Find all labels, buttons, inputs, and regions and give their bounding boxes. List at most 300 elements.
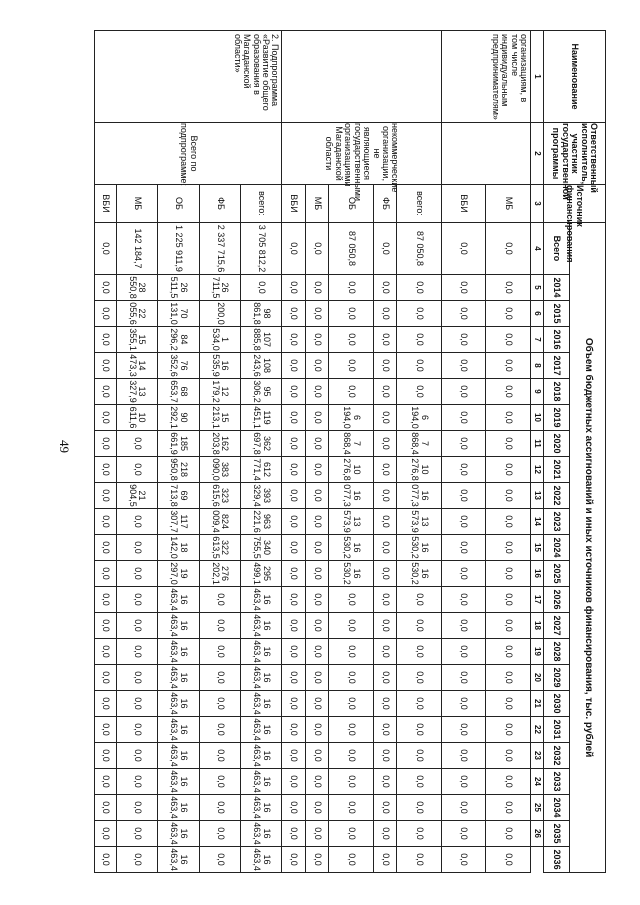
year-value: 7 868,4 [329, 431, 374, 457]
column-index: 20 [531, 665, 544, 691]
year-header: 2029 [544, 665, 570, 691]
year-value: 21 904,5 [116, 483, 157, 509]
year-value: 0,0 [441, 743, 486, 769]
table-row [486, 31, 531, 873]
year-value: 0,0 [441, 327, 486, 353]
year-value: 0,0 [441, 535, 486, 561]
year-value: 0,0 [397, 665, 442, 691]
year-value: 0,0 [486, 587, 531, 613]
column-index: 2 [531, 123, 544, 185]
column-index: 5 [531, 275, 544, 301]
year-value: 0,0 [397, 717, 442, 743]
year-value: 0,0 [305, 327, 328, 353]
year-header: 2021 [544, 457, 570, 483]
year-value: 16 463,4 [158, 691, 199, 717]
year-value: 0,0 [305, 795, 328, 821]
row-executor: Всего по подпрограмме: [95, 123, 283, 185]
year-value: 0,0 [95, 561, 117, 587]
row-name: организациям, в том числе индивидуальным предпринимателям» [441, 31, 530, 123]
year-value: 16 463,4 [158, 613, 199, 639]
year-value: 0,0 [95, 717, 117, 743]
year-value: 0,0 [397, 691, 442, 717]
row-name [282, 31, 441, 123]
column-index: 17 [531, 587, 544, 613]
year-header: 2032 [544, 743, 570, 769]
year-value: 16 463,4 [241, 795, 282, 821]
funding-source: ФБ [373, 185, 396, 223]
year-header: 2028 [544, 639, 570, 665]
year-value: 0,0 [486, 821, 531, 847]
year-value: 10 611,6 [116, 405, 157, 431]
column-index: 8 [531, 353, 544, 379]
year-value: 16 463,4 [158, 847, 199, 873]
year-value: 0,0 [329, 795, 374, 821]
year-value: 16 463,4 [158, 717, 199, 743]
year-value: 0,0 [116, 535, 157, 561]
budget-table [94, 30, 606, 873]
year-value: 0,0 [282, 587, 305, 613]
year-value: 16 530,2 [329, 535, 374, 561]
year-value: 323 615,6 [199, 483, 240, 509]
year-header: 2025 [544, 561, 570, 587]
year-value: 84 296,2 [158, 327, 199, 353]
year-value: 0,0 [282, 847, 305, 873]
year-value: 0,0 [486, 717, 531, 743]
column-index: 12 [531, 457, 544, 483]
year-value: 0,0 [95, 327, 117, 353]
year-value: 0,0 [397, 587, 442, 613]
year-value: 0,0 [116, 847, 157, 873]
year-value: 0,0 [486, 509, 531, 535]
year-header: 2018 [544, 379, 570, 405]
row-total: 87 050,8 [397, 223, 442, 275]
year-value: 0,0 [441, 639, 486, 665]
year-value: 340 755,5 [241, 535, 282, 561]
year-header: 2034 [544, 795, 570, 821]
year-value: 0,0 [282, 327, 305, 353]
year-value: 0,0 [486, 379, 531, 405]
year-value: 119 451,1 [241, 405, 282, 431]
funding-source: ВБИ [282, 185, 305, 223]
year-value: 0,0 [486, 691, 531, 717]
year-value: 0,0 [397, 743, 442, 769]
year-value: 0,0 [95, 821, 117, 847]
funding-source: ФБ [199, 185, 240, 223]
year-value: 16 530,2 [397, 561, 442, 587]
year-value: 0,0 [329, 665, 374, 691]
year-value: 26 711,5 [199, 275, 240, 301]
year-value: 69 713,8 [158, 483, 199, 509]
year-value: 276 202,1 [199, 561, 240, 587]
year-value: 0,0 [305, 743, 328, 769]
row-total: 3 705 812,2 [241, 223, 282, 275]
year-value: 0,0 [95, 639, 117, 665]
year-value: 0,0 [282, 379, 305, 405]
year-value: 0,0 [486, 301, 531, 327]
year-value: 10 276,8 [329, 457, 374, 483]
year-value: 0,0 [116, 509, 157, 535]
column-index: 13 [531, 483, 544, 509]
column-index: 7 [531, 327, 544, 353]
year-value: 98 861,8 [241, 301, 282, 327]
year-value: 0,0 [486, 847, 531, 873]
year-value: 393 329,4 [241, 483, 282, 509]
year-value: 16 463,4 [241, 717, 282, 743]
year-value: 0,0 [373, 561, 396, 587]
year-value: 0,0 [373, 665, 396, 691]
year-value: 0,0 [282, 769, 305, 795]
year-value: 0,0 [441, 691, 486, 717]
year-value: 16 463,4 [158, 587, 199, 613]
year-value: 0,0 [305, 691, 328, 717]
year-value: 0,0 [116, 717, 157, 743]
index-row [531, 31, 544, 873]
year-value: 0,0 [282, 639, 305, 665]
year-value: 0,0 [441, 769, 486, 795]
year-value: 200,0 [199, 301, 240, 327]
year-value: 16 463,4 [158, 665, 199, 691]
year-value: 0,0 [95, 301, 117, 327]
page-number: 49 [57, 440, 72, 453]
year-value: 12 179,2 [199, 379, 240, 405]
year-value: 13 573,9 [329, 509, 374, 535]
funding-source: всего: [241, 185, 282, 223]
year-value: 185 661,9 [158, 431, 199, 457]
year-value: 0,0 [373, 821, 396, 847]
year-value: 0,0 [441, 379, 486, 405]
year-header: 2017 [544, 353, 570, 379]
year-value: 0,0 [329, 301, 374, 327]
year-value: 14 473,3 [116, 353, 157, 379]
year-value: 0,0 [116, 665, 157, 691]
year-value: 0,0 [486, 535, 531, 561]
row-executor [441, 123, 530, 185]
year-value: 0,0 [373, 587, 396, 613]
year-value: 0,0 [373, 457, 396, 483]
year-value: 0,0 [441, 665, 486, 691]
year-value: 0,0 [305, 431, 328, 457]
year-value: 0,0 [441, 587, 486, 613]
column-index: 15 [531, 535, 544, 561]
year-value: 0,0 [397, 847, 442, 873]
year-value: 0,0 [441, 847, 486, 873]
year-value: 0,0 [95, 691, 117, 717]
year-value: 0,0 [486, 327, 531, 353]
year-value: 0,0 [305, 509, 328, 535]
year-value: 0,0 [486, 613, 531, 639]
year-value: 0,0 [441, 561, 486, 587]
funding-source: МБ [486, 185, 531, 223]
year-header: 2027 [544, 613, 570, 639]
year-value: 0,0 [373, 379, 396, 405]
year-value: 0,0 [199, 691, 240, 717]
year-header: 2033 [544, 769, 570, 795]
year-header: 2031 [544, 717, 570, 743]
year-value: 0,0 [486, 639, 531, 665]
year-value: 0,0 [397, 795, 442, 821]
year-value: 22 055,6 [116, 301, 157, 327]
year-value: 0,0 [305, 405, 328, 431]
year-value: 16 463,4 [158, 639, 199, 665]
rotated-budget-table [94, 30, 606, 872]
year-value: 108 243,6 [241, 353, 282, 379]
year-value: 0,0 [486, 431, 531, 457]
year-value: 0,0 [116, 457, 157, 483]
funding-source: ВБИ [95, 185, 117, 223]
year-value: 0,0 [305, 847, 328, 873]
funding-source: всего: [397, 185, 442, 223]
year-value: 76 352,6 [158, 353, 199, 379]
year-value: 16 463,4 [241, 639, 282, 665]
year-value: 107 885,8 [241, 327, 282, 353]
year-value: 218 950,8 [158, 457, 199, 483]
year-value: 0,0 [282, 301, 305, 327]
year-value: 0,0 [282, 275, 305, 301]
year-header: 2026 [544, 587, 570, 613]
column-index: 19 [531, 639, 544, 665]
column-index: 1 [531, 31, 544, 123]
year-value: 0,0 [199, 795, 240, 821]
row-total: 0,0 [95, 223, 117, 275]
year-value: 0,0 [373, 613, 396, 639]
year-value: 16 463,4 [241, 691, 282, 717]
year-value: 0,0 [95, 613, 117, 639]
year-value: 0,0 [199, 821, 240, 847]
year-value: 0,0 [305, 613, 328, 639]
year-value: 0,0 [373, 847, 396, 873]
year-value: 0,0 [329, 821, 374, 847]
year-value: 0,0 [282, 613, 305, 639]
year-value: 0,0 [486, 665, 531, 691]
year-value: 16 463,4 [241, 821, 282, 847]
year-value: 0,0 [305, 535, 328, 561]
row-total: 0,0 [305, 223, 328, 275]
year-value: 0,0 [486, 769, 531, 795]
year-value: 162 203,8 [199, 431, 240, 457]
year-value: 0,0 [95, 483, 117, 509]
year-value: 0,0 [441, 431, 486, 457]
year-value: 0,0 [397, 301, 442, 327]
year-value: 16 463,4 [241, 665, 282, 691]
year-value: 26 511,5 [158, 275, 199, 301]
year-value: 0,0 [95, 379, 117, 405]
year-value: 0,0 [373, 327, 396, 353]
year-value: 16 463,4 [241, 847, 282, 873]
year-value: 0,0 [199, 613, 240, 639]
year-value: 0,0 [441, 613, 486, 639]
year-value: 0,0 [116, 587, 157, 613]
year-value: 0,0 [441, 405, 486, 431]
year-value: 0,0 [441, 795, 486, 821]
year-value: 28 550,8 [116, 275, 157, 301]
column-index: 16 [531, 561, 544, 587]
year-value: 0,0 [282, 717, 305, 743]
year-value: 0,0 [305, 587, 328, 613]
year-value: 16 530,2 [329, 561, 374, 587]
row-total: 0,0 [282, 223, 305, 275]
column-index: 4 [531, 223, 544, 275]
year-value: 0,0 [282, 509, 305, 535]
column-index: 25 [531, 795, 544, 821]
row-name: 2. Подпрограмма «Развитие общего образования в Магаданской области» [95, 31, 283, 123]
header-name: Наименование [544, 31, 606, 123]
row-total: 2 337 715,6 [199, 223, 240, 275]
year-value: 0,0 [305, 639, 328, 665]
year-value: 16 535,9 [199, 353, 240, 379]
year-value: 0,0 [329, 717, 374, 743]
column-index: 9 [531, 379, 544, 405]
year-value: 0,0 [373, 717, 396, 743]
row-total: 0,0 [373, 223, 396, 275]
year-value: 0,0 [397, 639, 442, 665]
year-value: 963 221,6 [241, 509, 282, 535]
year-value: 0,0 [329, 275, 374, 301]
year-value: 0,0 [95, 509, 117, 535]
year-value: 0,0 [116, 821, 157, 847]
funding-caption: Объем бюджетных ассигнований и иных источников финансирования, тыс. рублей [570, 223, 606, 873]
year-value: 0,0 [305, 379, 328, 405]
year-value: 0,0 [486, 561, 531, 587]
year-value: 0,0 [329, 613, 374, 639]
year-value: 10 276,8 [397, 457, 442, 483]
year-value: 1 534,0 [199, 327, 240, 353]
year-header: 2016 [544, 327, 570, 353]
funding-source: ВБИ [441, 185, 486, 223]
year-value: 824 009,4 [199, 509, 240, 535]
year-value: 0,0 [241, 275, 282, 301]
year-value: 0,0 [282, 691, 305, 717]
year-value: 0,0 [305, 275, 328, 301]
year-value: 0,0 [397, 821, 442, 847]
year-value: 16 463,4 [241, 587, 282, 613]
year-value: 0,0 [441, 717, 486, 743]
year-value: 0,0 [95, 769, 117, 795]
year-value: 0,0 [116, 795, 157, 821]
year-value: 0,0 [329, 379, 374, 405]
year-value: 0,0 [305, 353, 328, 379]
year-value: 6 194,0 [329, 405, 374, 431]
year-value: 0,0 [373, 535, 396, 561]
year-value: 0,0 [199, 847, 240, 873]
year-value: 0,0 [373, 405, 396, 431]
year-value: 68 653,7 [158, 379, 199, 405]
year-value: 0,0 [397, 327, 442, 353]
header-row [570, 31, 606, 873]
row-executor: некоммерческие организации, не являющиеся государственными организациями Магаданской области [282, 123, 441, 185]
year-value: 0,0 [199, 769, 240, 795]
year-value: 0,0 [305, 717, 328, 743]
year-value: 0,0 [199, 743, 240, 769]
year-value: 18 142,0 [158, 535, 199, 561]
year-value: 295 499,1 [241, 561, 282, 587]
year-value: 16 077,3 [329, 483, 374, 509]
column-index: 23 [531, 743, 544, 769]
year-value: 0,0 [486, 275, 531, 301]
year-value: 90 292,1 [158, 405, 199, 431]
year-value: 0,0 [486, 483, 531, 509]
year-value: 19 297,0 [158, 561, 199, 587]
year-value: 0,0 [282, 431, 305, 457]
year-value: 0,0 [282, 405, 305, 431]
year-value: 0,0 [199, 717, 240, 743]
year-value: 117 307,7 [158, 509, 199, 535]
year-value: 0,0 [441, 457, 486, 483]
year-value: 0,0 [373, 639, 396, 665]
year-value: 0,0 [95, 743, 117, 769]
year-value: 0,0 [305, 665, 328, 691]
funding-source: ОБ [329, 185, 374, 223]
year-value: 0,0 [305, 457, 328, 483]
column-index: 14 [531, 509, 544, 535]
funding-source: МБ [116, 185, 157, 223]
column-index: 21 [531, 691, 544, 717]
year-value: 0,0 [282, 457, 305, 483]
year-value: 16 463,4 [241, 613, 282, 639]
year-value: 0,0 [486, 353, 531, 379]
year-value: 0,0 [116, 431, 157, 457]
year-value: 15 213,1 [199, 405, 240, 431]
year-value: 0,0 [282, 483, 305, 509]
year-value: 0,0 [373, 353, 396, 379]
year-header: 2015 [544, 301, 570, 327]
year-header: 2023 [544, 509, 570, 535]
year-value: 0,0 [116, 691, 157, 717]
year-value: 0,0 [441, 353, 486, 379]
column-index: 11 [531, 431, 544, 457]
year-value: 0,0 [305, 301, 328, 327]
year-header: 2014 [544, 275, 570, 301]
year-value: 0,0 [397, 613, 442, 639]
year-value: 16 463,4 [158, 795, 199, 821]
year-value: 0,0 [441, 483, 486, 509]
year-value: 16 463,4 [158, 743, 199, 769]
year-value: 0,0 [199, 665, 240, 691]
funding-source: ОБ [158, 185, 199, 223]
year-value: 0,0 [116, 639, 157, 665]
year-value: 0,0 [373, 431, 396, 457]
year-value: 0,0 [282, 821, 305, 847]
year-value: 0,0 [95, 405, 117, 431]
year-value: 362 697,8 [241, 431, 282, 457]
year-value: 0,0 [199, 587, 240, 613]
year-value: 0,0 [329, 847, 374, 873]
year-value: 0,0 [305, 561, 328, 587]
year-value: 6 194,0 [397, 405, 442, 431]
row-total: 0,0 [441, 223, 486, 275]
year-value: 612 771,4 [241, 457, 282, 483]
year-value: 16 463,4 [158, 821, 199, 847]
column-index: 3 [531, 185, 544, 223]
year-value: 0,0 [397, 379, 442, 405]
year-value: 0,0 [116, 613, 157, 639]
year-value: 0,0 [305, 821, 328, 847]
year-value: 0,0 [329, 587, 374, 613]
year-value: 0,0 [116, 561, 157, 587]
year-header: 2030 [544, 691, 570, 717]
year-value: 0,0 [486, 743, 531, 769]
year-header: 2022 [544, 483, 570, 509]
column-index: 26 [531, 821, 544, 847]
year-value: 0,0 [95, 431, 117, 457]
year-value: 0,0 [373, 483, 396, 509]
year-value: 0,0 [282, 561, 305, 587]
year-value: 0,0 [486, 795, 531, 821]
year-value: 0,0 [397, 769, 442, 795]
year-value: 0,0 [116, 769, 157, 795]
year-value: 7 868,4 [397, 431, 442, 457]
year-value: 0,0 [441, 301, 486, 327]
year-value: 16 463,4 [241, 769, 282, 795]
